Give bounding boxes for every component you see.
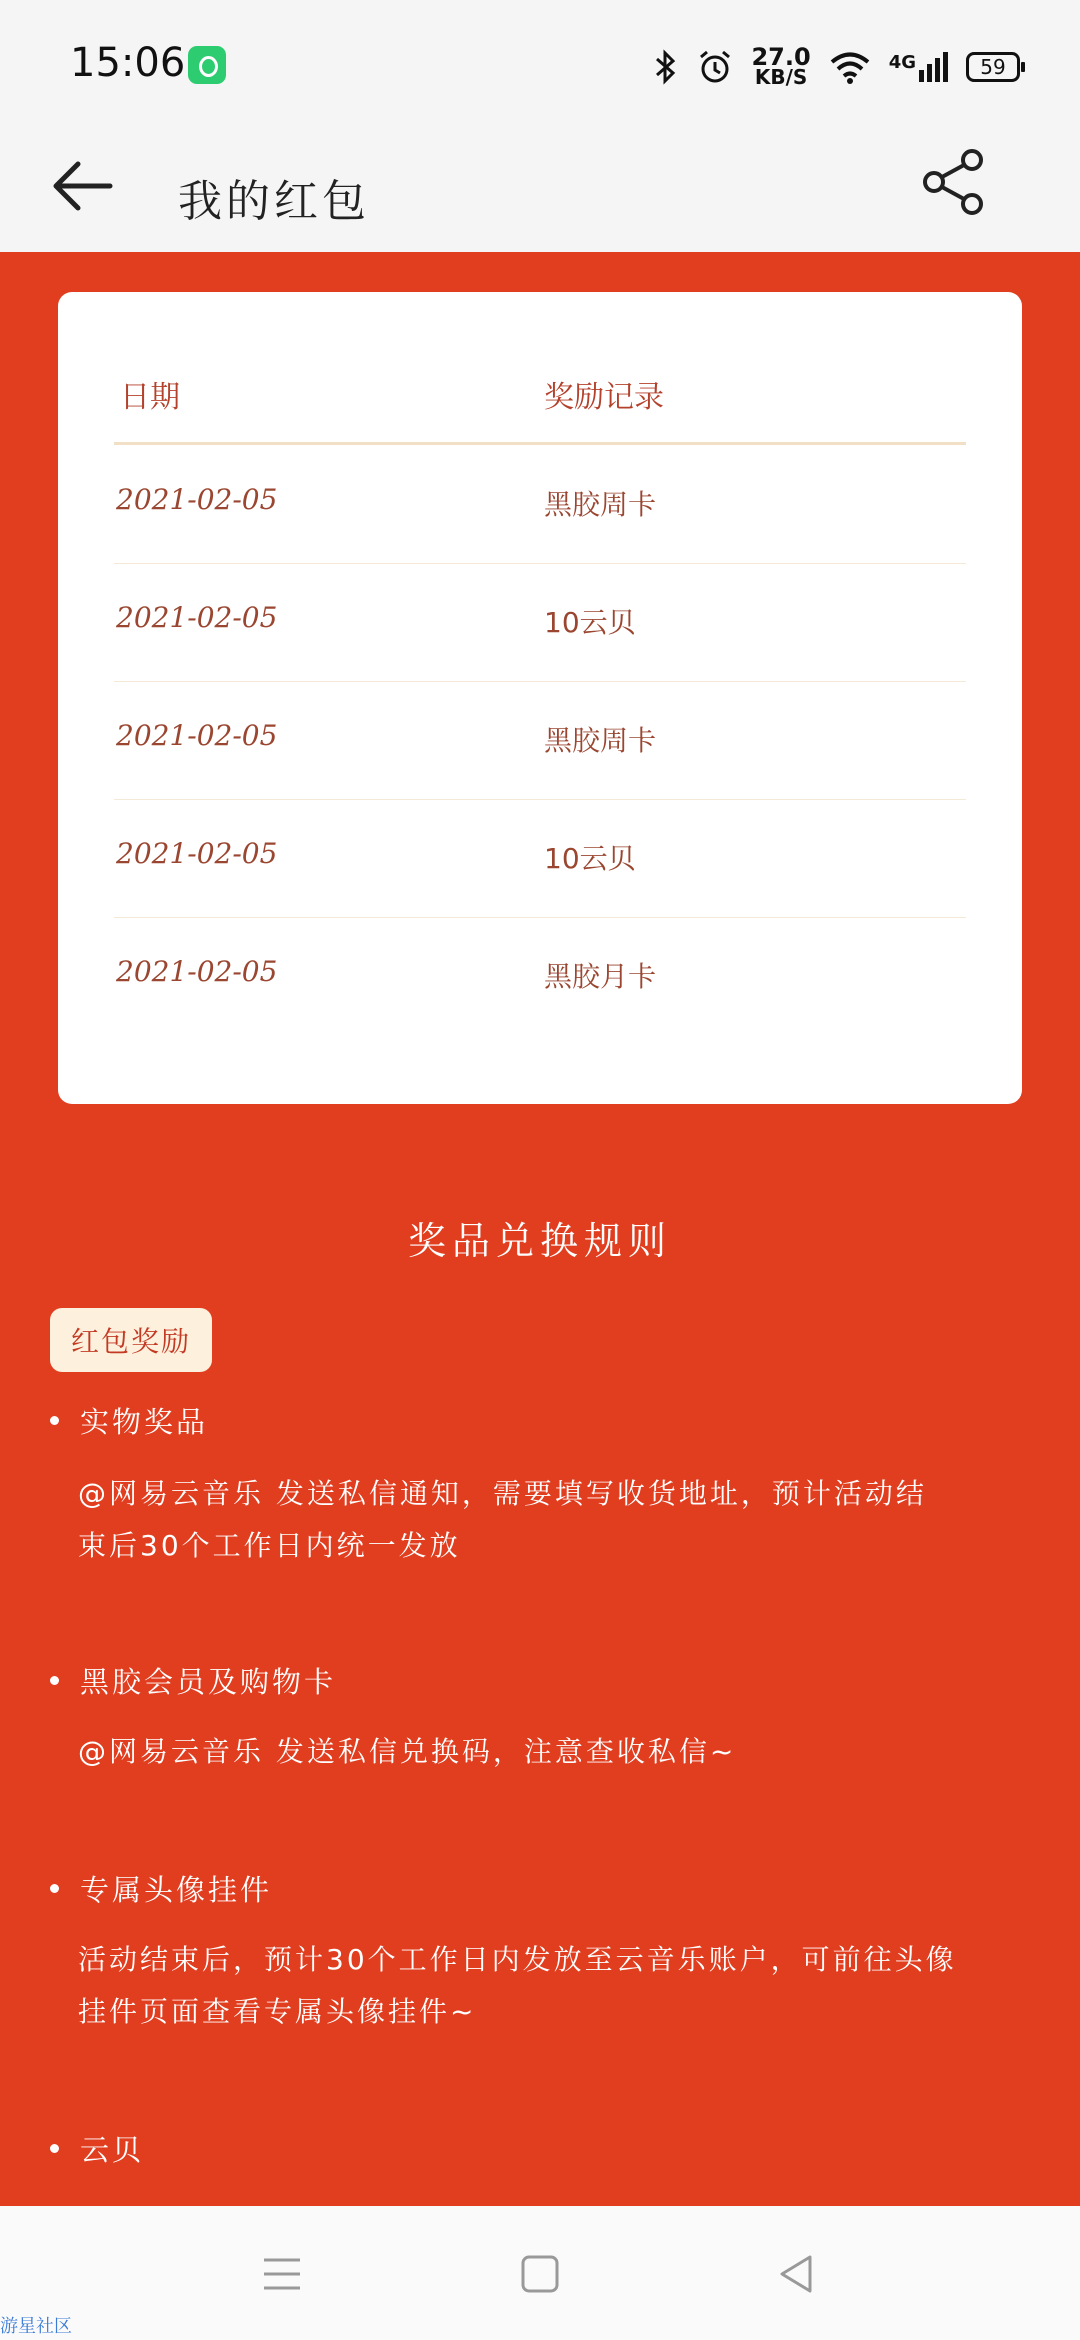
row-reward: 黑胶周卡 xyxy=(544,488,657,521)
rule-item-text: @网易云音乐 发送私信兑换码，注意查收私信~ xyxy=(78,1735,737,1768)
rules-title: 奖品兑换规则 xyxy=(407,1219,672,1263)
system-navigation-bar xyxy=(0,2206,1080,2340)
row-reward: 黑胶周卡 xyxy=(544,724,657,757)
row-reward: 10云贝 xyxy=(544,606,636,639)
row-date: 2021-02-05 xyxy=(116,837,278,870)
row-reward: 黑胶月卡 xyxy=(544,960,657,993)
row-date: 2021-02-05 xyxy=(116,955,278,988)
share-icon[interactable] xyxy=(920,146,990,216)
back-arrow-icon[interactable] xyxy=(50,150,120,220)
row-date: 2021-02-05 xyxy=(116,483,278,516)
column-header-date: 日期 xyxy=(120,380,180,415)
table-row xyxy=(114,799,966,918)
back-triangle-icon[interactable] xyxy=(776,2254,816,2294)
row-date: 2021-02-05 xyxy=(116,601,278,634)
table-row xyxy=(114,917,966,1035)
column-header-reward: 奖励记录 xyxy=(544,380,664,415)
bluetooth-icon xyxy=(653,49,679,85)
rule-item-text: @网易云音乐 发送私信通知，需要填写收货地址，预计活动结 束后30个工作日内统一发放 xyxy=(78,1477,927,1562)
home-icon[interactable] xyxy=(520,2254,560,2294)
table-row xyxy=(114,681,966,800)
rule-item-text: 活动结束后，预计30个工作日内发放至云音乐账户，可前往头像 挂件页面查看专属头像挂件~ xyxy=(78,1943,957,2028)
status-icons xyxy=(653,42,1020,92)
reward-records-card xyxy=(58,292,1022,1104)
watermark-text: 游星社区 xyxy=(0,2316,72,2337)
cellular-signal-icon: 4G xyxy=(889,52,948,82)
wifi-icon xyxy=(829,49,871,85)
battery-icon: 59 xyxy=(966,52,1020,82)
table-header xyxy=(114,352,966,445)
status-time: 15:06 xyxy=(70,40,186,86)
table-row xyxy=(114,563,966,682)
network-speed: 27.0 KB/S xyxy=(751,43,811,89)
status-bar xyxy=(0,0,1080,130)
menu-icon[interactable] xyxy=(262,2254,302,2294)
app-header xyxy=(0,130,1080,252)
page-title: 我的红包 xyxy=(178,176,370,227)
alarm-icon xyxy=(697,49,733,85)
table-row xyxy=(114,445,966,564)
row-reward: 10云贝 xyxy=(544,842,636,875)
row-date: 2021-02-05 xyxy=(116,719,278,752)
app-notification-icon xyxy=(188,46,226,84)
red-packet-reward-tag[interactable]: 红包奖励 xyxy=(50,1308,212,1372)
